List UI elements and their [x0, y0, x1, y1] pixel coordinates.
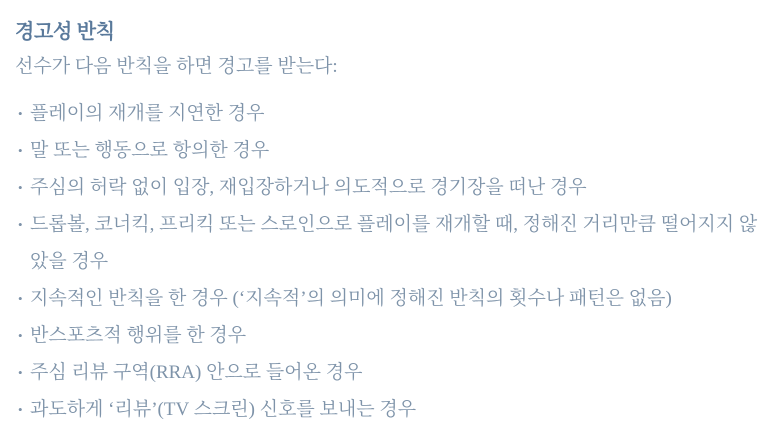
list-item: [15, 354, 765, 391]
list-item: [15, 280, 765, 317]
list-item-text: 플레이의 재개를 지연한 경우: [30, 103, 265, 124]
page-title: 경고성 반칙: [15, 21, 115, 43]
list-item-text: 반스포츠적 행위를 한 경우: [30, 325, 247, 346]
list-item: [15, 391, 765, 428]
list-item: [15, 132, 765, 169]
rule-list: [15, 95, 765, 428]
list-item: [15, 206, 765, 280]
bullet-icon: •: [18, 217, 23, 232]
list-item-text: 말 또는 행동으로 항의한 경우: [30, 140, 270, 161]
list-item-text: 드롭볼, 코너킥, 프리킥 또는 스로인으로 플레이를 재개할 때, 정해진 거리만큼 떨어지지 않았을 경우: [30, 214, 758, 272]
bullet-icon: •: [18, 143, 23, 158]
list-item-text: 주심 리뷰 구역(RRA) 안으로 들어온 경우: [30, 362, 363, 383]
intro-text: 선수가 다음 반칙을 하면 경고를 받는다:: [15, 56, 338, 77]
list-item-text: 과도하게 ‘리뷰’(TV 스크린) 신호를 보내는 경우: [30, 399, 417, 420]
bullet-icon: •: [18, 402, 23, 417]
bullet-icon: •: [18, 180, 23, 195]
list-item: [15, 317, 765, 354]
list-item-text: 주심의 허락 없이 입장, 재입장하거나 의도적으로 경기장을 떠난 경우: [30, 177, 587, 198]
list-item-text: 지속적인 반칙을 한 경우 (‘지속적’의 의미에 정해진 반칙의 횟수나 패턴은 없음): [30, 288, 672, 309]
bullet-icon: •: [18, 291, 23, 306]
bullet-icon: •: [18, 106, 23, 121]
list-item: [15, 169, 765, 206]
list-item: [15, 95, 765, 132]
bullet-icon: •: [18, 328, 23, 343]
bullet-icon: •: [18, 365, 23, 380]
